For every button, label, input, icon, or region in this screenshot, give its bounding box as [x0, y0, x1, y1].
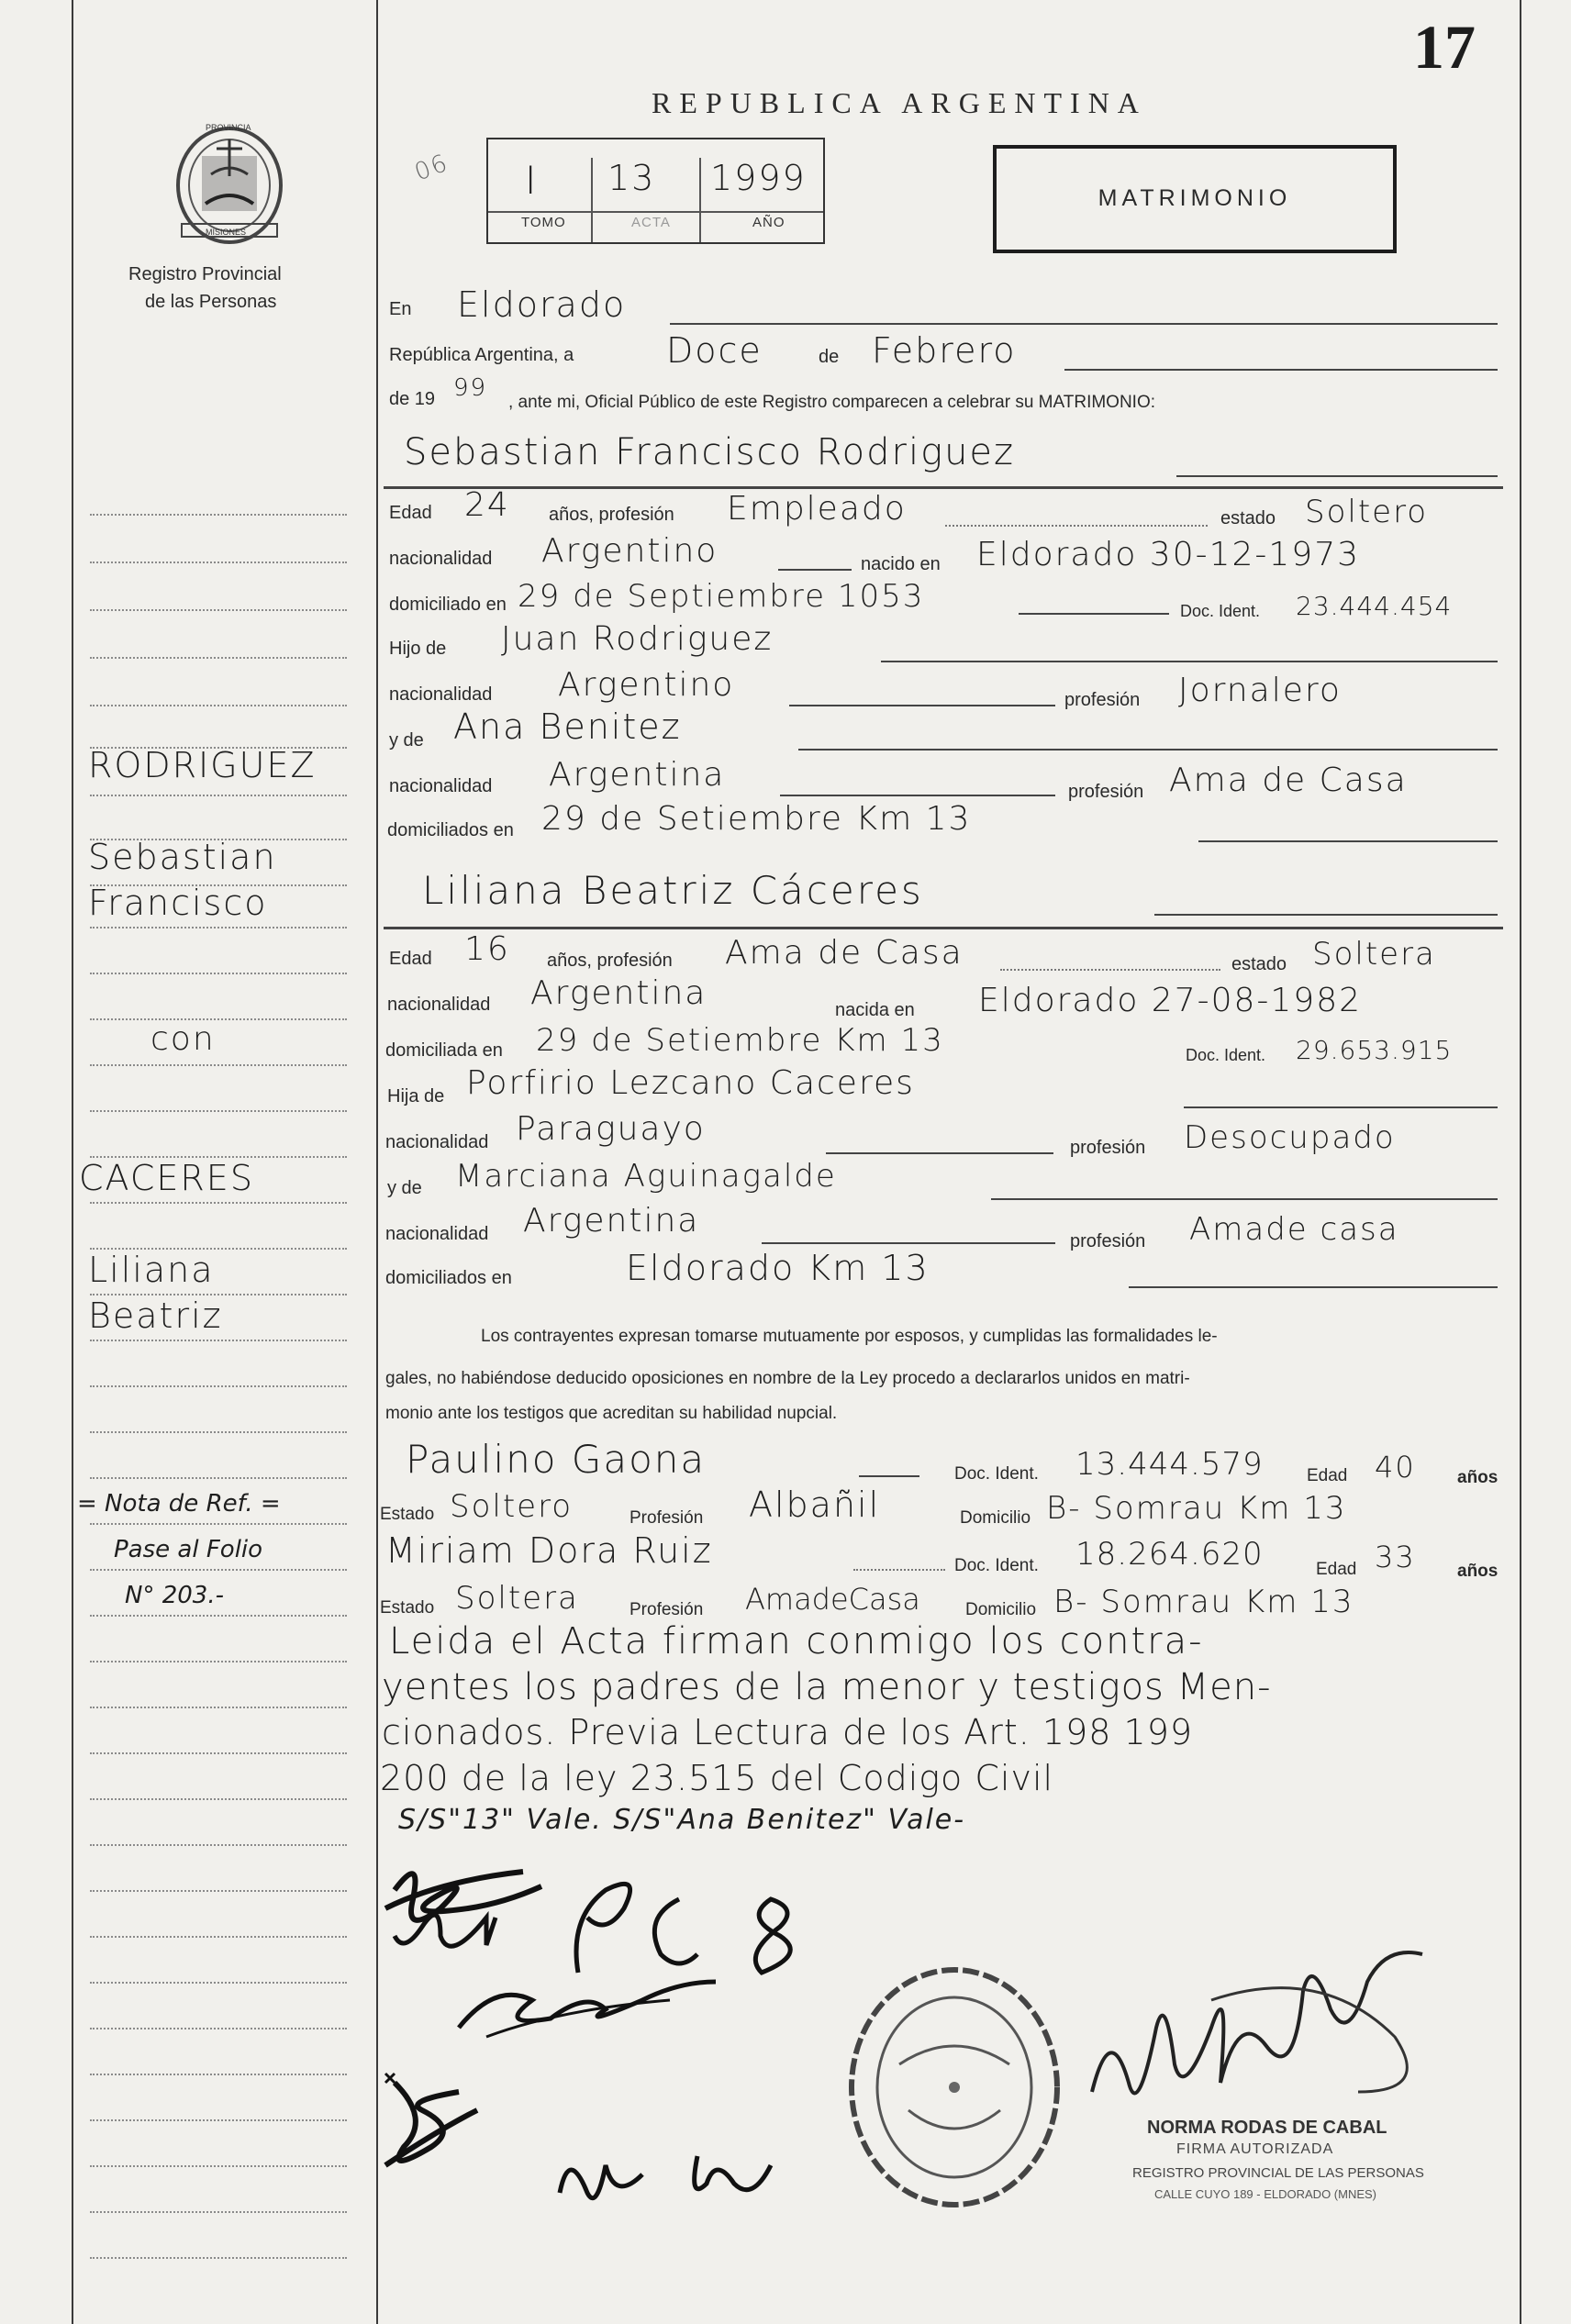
- witness-1-signature: [376, 2055, 560, 2184]
- month-value: Febrero: [872, 330, 1017, 371]
- bride-domiciliada-label: domiciliada en: [385, 1040, 503, 1061]
- bride-father: Porfirio Lezcano Caceres: [466, 1064, 915, 1102]
- witness-1-anos-label: años: [1457, 1468, 1499, 1487]
- groom-father-profession: Jornalero: [1178, 672, 1342, 709]
- groom-profesion-label: años, profesión: [549, 505, 674, 525]
- year-suffix: 99: [453, 374, 488, 402]
- witness-2-name: Miriam Dora Ruiz: [385, 1530, 713, 1571]
- bride-status: Soltera: [1312, 936, 1436, 973]
- witness-1-name: Paulino Gaona: [406, 1437, 707, 1482]
- bride-edad-label: Edad: [389, 949, 432, 969]
- officer-stamp-registry: REGISTRO PROVINCIAL DE LAS PERSONAS: [1132, 2165, 1424, 2181]
- groom-father: Juan Rodriguez: [501, 620, 774, 658]
- witness-1-edad-label: Edad: [1307, 1466, 1348, 1485]
- groom-father-prof-label: profesión: [1064, 690, 1141, 710]
- crest-inscription-top: PROVINCIA: [206, 123, 251, 132]
- bride-mother-profession: Amade casa: [1189, 1211, 1399, 1248]
- groom-estado-label: estado: [1220, 508, 1276, 528]
- day-value: Doce: [666, 330, 763, 371]
- de-label: de: [819, 347, 840, 367]
- officer-stamp-address: CALLE CUYO 189 - ELDORADO (MNES): [1154, 2187, 1377, 2201]
- pre-box-mark: 06: [410, 149, 453, 187]
- witness-2-doc-label: Doc. Ident.: [954, 1556, 1039, 1575]
- opening-statement: , ante mi, Oficial Público de este Registro comparecen a celebrar su MATRIMONIO:: [508, 393, 1156, 412]
- witness-2-age: 33: [1375, 1540, 1416, 1574]
- year-prefix: de 19: [389, 389, 436, 409]
- act-type-box: [993, 145, 1397, 253]
- en-label: En: [389, 299, 412, 319]
- officer-stamp-title: FIRMA AUTORIZADA: [1176, 2141, 1334, 2157]
- margin-note-3: N° 203.-: [125, 1582, 224, 1609]
- bride-father-prof-label: profesión: [1070, 1138, 1146, 1158]
- bride-parents-domic-label: domiciliados en: [385, 1268, 512, 1288]
- tomo-value: I: [525, 158, 539, 203]
- closing-line-3: cionados. Previa Lectura de los Art. 198 199: [382, 1712, 1194, 1752]
- groom-address: 29 de Septiembre 1053: [518, 578, 925, 615]
- groom-name: Sebastian Francisco Rodriguez: [404, 431, 1016, 473]
- bride-age: 16: [464, 930, 510, 968]
- groom-nationality: Argentino: [541, 532, 719, 570]
- bride-nationality: Argentina: [530, 974, 708, 1012]
- groom-birth: Eldorado 30-12-1973: [976, 536, 1361, 573]
- witness-1-status: Soltero: [450, 1488, 574, 1525]
- margin-given-1b: Francisco: [88, 883, 268, 923]
- declaration-line-2: gales, no habiéndose deducido oposiciones en nombre de la Ley procedo a declararlos unidos en matri-: [385, 1369, 1190, 1388]
- officer-stamp-name: NORMA RODAS DE CABAL: [1147, 2118, 1387, 2138]
- bride-doc: 29.653.915: [1296, 1035, 1453, 1065]
- groom-doc: 23.444.454: [1296, 591, 1453, 621]
- margin-surname-1: RODRIGUEZ: [88, 745, 317, 785]
- margin-given-2b: Beatriz: [88, 1295, 223, 1336]
- bride-profession: Ama de Casa: [725, 934, 964, 972]
- crest-inscription-bottom: MISIONES: [206, 228, 247, 237]
- bride-nacida-label: nacida en: [835, 1000, 915, 1020]
- tomo-label: TOMO: [521, 215, 566, 230]
- closing-line-1: Leida el Acta firman conmigo los contra-: [389, 1620, 1204, 1662]
- closing-line-4: 200 de la ley 23.515 del Codigo Civil: [380, 1758, 1054, 1798]
- country-title: REPUBLICA ARGENTINA: [652, 86, 1147, 119]
- witness-2-address: B- Somrau Km 13: [1053, 1584, 1354, 1620]
- page-number: 17: [1413, 12, 1476, 82]
- groom-yde-label: y de: [389, 730, 424, 751]
- bride-father-profession: Desocupado: [1184, 1119, 1396, 1156]
- witness-1-address: B- Somrau Km 13: [1046, 1490, 1347, 1527]
- officer-initials-signature: [551, 1872, 826, 1982]
- margin-con: con: [150, 1020, 216, 1058]
- groom-mother-nac-label: nacionalidad: [389, 776, 493, 796]
- closing-line-2: yentes los padres de la menor y testigos Men-: [382, 1666, 1272, 1708]
- groom-father-nationality: Argentino: [558, 666, 735, 704]
- witness-2-anos-label: años: [1457, 1562, 1499, 1581]
- right-margin-rule: [1520, 0, 1521, 2324]
- witness-2-signature: [551, 2138, 826, 2211]
- groom-profession: Empleado: [727, 490, 907, 528]
- groom-parents-domic-label: domiciliados en: [387, 820, 514, 840]
- bride-parents-address: Eldorado Km 13: [626, 1248, 930, 1288]
- bride-mother: Marciana Aguinagalde: [455, 1158, 837, 1195]
- groom-hijo-label: Hijo de: [389, 639, 447, 659]
- witness-1-doc-label: Doc. Ident.: [954, 1464, 1039, 1484]
- margin-note-1: = Nota de Ref. =: [77, 1490, 281, 1518]
- witness-2-doc: 18.264.620: [1075, 1536, 1264, 1573]
- bride-yde-label: y de: [387, 1178, 422, 1198]
- bride-profesion-label: años, profesión: [547, 951, 673, 971]
- witness-1-age: 40: [1375, 1450, 1416, 1484]
- groom-domiciliado-label: domiciliado en: [389, 595, 507, 615]
- declaration-line-1: Los contrayentes expresan tomarse mutuamente por esposos, y cumplidas las formalidades le-: [481, 1327, 1218, 1346]
- witness-2-prof-label: Profesión: [630, 1600, 704, 1619]
- bride-name: Liliana Beatriz Cáceres: [422, 868, 924, 913]
- republica-label: República Argentina, a: [389, 345, 574, 365]
- groom-status: Soltero: [1305, 494, 1429, 530]
- witness-2-edad-label: Edad: [1316, 1560, 1357, 1579]
- bride-estado-label: estado: [1231, 954, 1287, 974]
- witness-2-status: Soltera: [455, 1580, 579, 1617]
- groom-parents-address: 29 de Setiembre Km 13: [541, 800, 972, 838]
- ano-value: 1999: [710, 158, 807, 198]
- declaration-line-3: monio ante los testigos que acreditan su habilidad nupcial.: [385, 1404, 838, 1423]
- witness-1-domicilio-label: Domicilio: [960, 1508, 1031, 1528]
- closing-line-5: S/S"13" Vale. S/S"Ana Benitez" Vale-: [398, 1804, 966, 1836]
- witness-2-domicilio-label: Domicilio: [965, 1600, 1037, 1619]
- ano-label: AÑO: [752, 215, 786, 230]
- record-number-box: [486, 138, 825, 244]
- registry-seal-stamp: [844, 1963, 1064, 2211]
- groom-signature: [376, 1853, 560, 1973]
- margin-given-2a: Liliana: [88, 1250, 215, 1290]
- witness-1-estado-label: Estado: [380, 1505, 435, 1524]
- bride-mother-nationality: Argentina: [523, 1202, 700, 1240]
- acta-value: 13: [607, 158, 656, 198]
- groom-nacido-label: nacido en: [861, 554, 941, 574]
- bride-nacionalidad-label: nacionalidad: [387, 995, 491, 1015]
- bride-father-nationality: Paraguayo: [516, 1110, 706, 1148]
- place-value: Eldorado: [457, 284, 627, 325]
- officer-signature: [1074, 1982, 1459, 2129]
- bride-mother-prof-label: profesión: [1070, 1231, 1146, 1251]
- groom-father-nac-label: nacionalidad: [389, 684, 493, 705]
- margin-surname-2: CACERES: [79, 1158, 254, 1198]
- groom-mother-prof-label: profesión: [1068, 782, 1144, 802]
- bride-father-nac-label: nacionalidad: [385, 1132, 489, 1152]
- witness-1-doc: 13.444.579: [1075, 1446, 1264, 1483]
- bride-signature: [450, 1973, 725, 2046]
- left-margin-rule: [72, 0, 73, 2324]
- groom-mother-profession: Ama de Casa: [1169, 762, 1408, 799]
- margin-note-2: Pase al Folio: [114, 1536, 263, 1563]
- groom-age: 24: [464, 486, 510, 524]
- groom-nacionalidad-label: nacionalidad: [389, 549, 493, 569]
- bride-hija-label: Hija de: [387, 1086, 445, 1106]
- witness-1-prof-label: Profesión: [630, 1508, 704, 1528]
- acta-label: ACTA: [631, 215, 671, 230]
- witness-2-profession: AmadeCasa: [745, 1582, 920, 1617]
- act-type-label: MATRIMONIO: [1097, 185, 1292, 211]
- registry-line-1: Registro Provincial: [128, 264, 282, 284]
- groom-doc-label: Doc. Ident.: [1180, 602, 1261, 620]
- registry-line-2: de las Personas: [145, 292, 277, 312]
- groom-edad-label: Edad: [389, 503, 432, 523]
- bride-birth: Eldorado 27-08-1982: [978, 982, 1363, 1019]
- groom-mother: Ana Benitez: [453, 706, 682, 747]
- bride-address: 29 de Setiembre Km 13: [536, 1022, 944, 1059]
- groom-mother-nationality: Argentina: [549, 756, 726, 794]
- witness-1-profession: Albañil: [749, 1484, 881, 1525]
- bride-mother-nac-label: nacionalidad: [385, 1224, 489, 1244]
- margin-given-1a: Sebastian: [88, 837, 277, 877]
- bride-doc-label: Doc. Ident.: [1186, 1046, 1266, 1064]
- margin-divider-rule: [376, 0, 378, 2324]
- witness-2-estado-label: Estado: [380, 1598, 435, 1618]
